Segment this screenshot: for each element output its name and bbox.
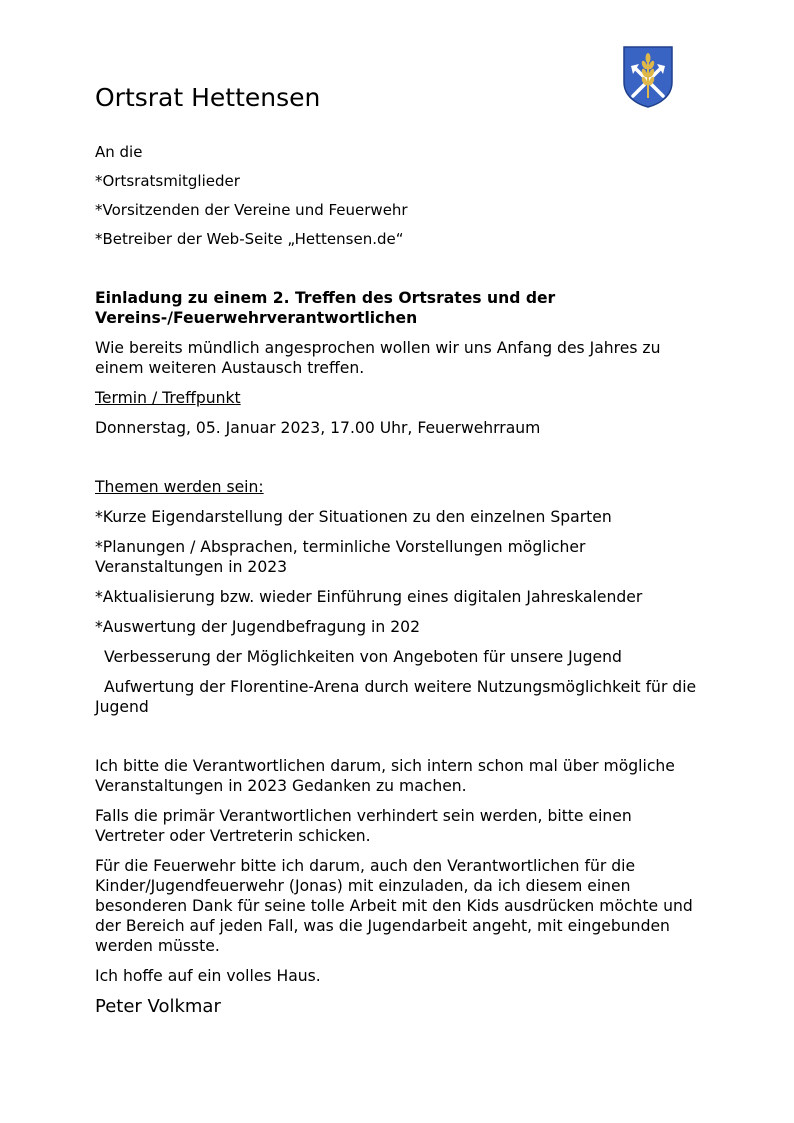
coat-of-arms-icon — [623, 46, 673, 108]
appointment-text: Donnerstag, 05. Januar 2023, 17.00 Uhr, Feuerwehrraum — [95, 419, 541, 437]
page-title: Ortsrat Hettensen — [95, 83, 321, 112]
topics-heading: Themen werden sein: — [95, 478, 264, 496]
signature: Peter Volkmar — [95, 996, 221, 1017]
addressee-line: *Betreiber der Web-Seite „Hettensen.de“ — [95, 230, 404, 248]
letter-subject: Einladung zu einem 2. Treffen des Ortsrates und der Vereins-/Feuerwehrverantwortlichen — [95, 289, 556, 327]
addressee-line: *Vorsitzenden der Vereine und Feuerwehr — [95, 201, 408, 219]
topic-item: *Auswertung der Jugendbefragung in 202 — [95, 618, 420, 636]
topic-item: *Planungen / Absprachen, terminliche Vorstellungen möglicher Veranstaltungen in 2023 — [95, 538, 586, 576]
substitute-paragraph: Falls die primär Verantwortlichen verhindert sein werden, bitte einen Vertreter oder Vertreterin schicken. — [95, 807, 632, 845]
subtopic-item: Aufwertung der Florentine-Arena durch weitere Nutzungsmöglichkeit für die Jugend — [95, 678, 697, 716]
fire-brigade-paragraph: Für die Feuerwehr bitte ich darum, auch den Verantwortlichen für die Kinder/Jugendfeuerwehr (Jonas) mit einzuladen, da ich diesem einen besonderen Dank für seine tolle Arbeit mit den Kids ausdrücken möchte und der Bereich auf jeden Fall, was die Jugendarbeit angeht, mit eingebunden werden müsste. — [95, 857, 693, 955]
addressee-line: An die — [95, 143, 143, 161]
appointment-heading: Termin / Treffpunkt — [95, 389, 241, 407]
request-paragraph: Ich bitte die Verantwortlichen darum, sich intern schon mal über mögliche Veranstaltungen in 2023 Gedanken zu machen. — [95, 757, 675, 795]
topic-item: *Aktualisierung bzw. wieder Einführung eines digitalen Jahreskalender — [95, 588, 643, 606]
closing-line: Ich hoffe auf ein volles Haus. — [95, 967, 321, 985]
letter-body — [95, 288, 700, 1018]
intro-paragraph: Wie bereits mündlich angesprochen wollen wir uns Anfang des Jahres zu einem weiteren Austausch treffen. — [95, 339, 661, 377]
addressee-line: *Ortsratsmitglieder — [95, 172, 240, 190]
subtopic-item: Verbesserung der Möglichkeiten von Angeboten für unsere Jugend — [104, 648, 622, 666]
topic-item: *Kurze Eigendarstellung der Situationen zu den einzelnen Sparten — [95, 508, 612, 526]
